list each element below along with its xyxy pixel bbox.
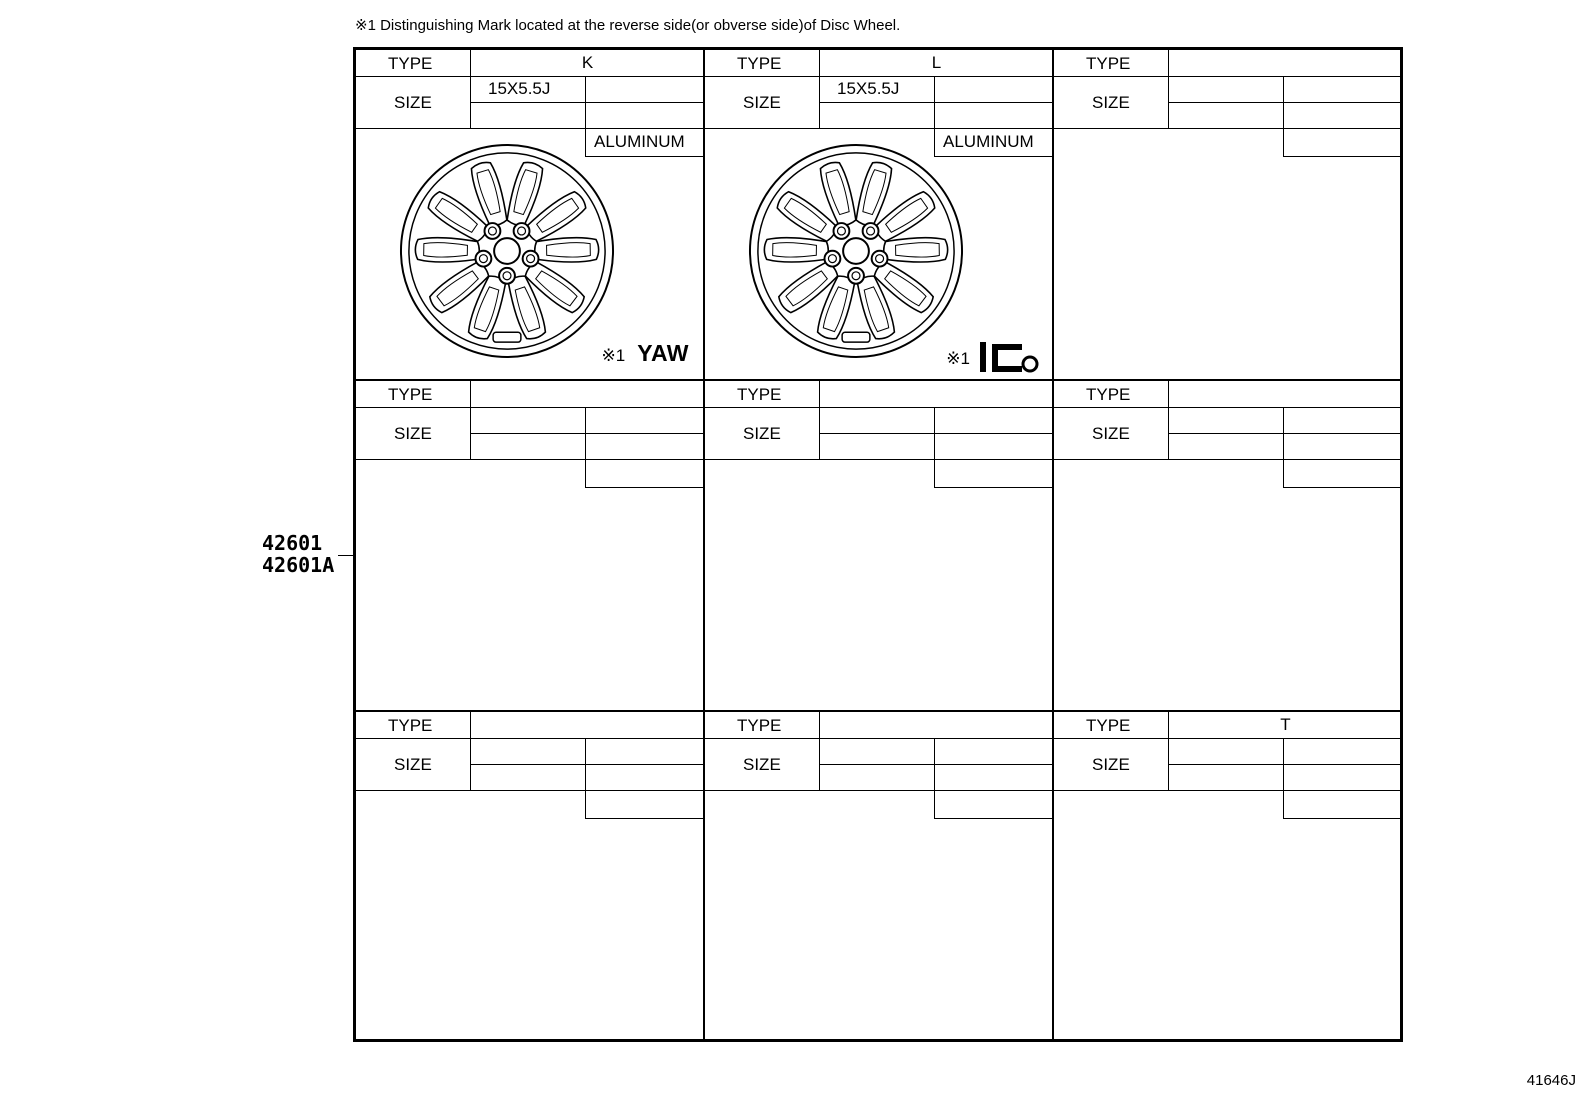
divider-line: [1054, 76, 1403, 77]
wheel-panel: [1053, 49, 1401, 380]
divider-line: [1054, 790, 1403, 791]
divider-line: [705, 738, 1054, 739]
divider-line: [585, 487, 705, 488]
divider-line: [705, 790, 1054, 791]
divider-line: [1168, 50, 1169, 128]
type-label: TYPE: [737, 54, 782, 73]
divider-line: [1283, 156, 1403, 157]
divider-line: [356, 407, 705, 408]
size-label: SIZE: [1092, 755, 1130, 774]
divider-line: [356, 76, 705, 77]
divider-line: [585, 818, 705, 819]
mark-prefix: ※1: [946, 348, 970, 368]
size-value: 15X5.5J: [837, 79, 900, 98]
material-value: ALUMINUM: [594, 132, 685, 151]
divider-line: [819, 381, 820, 459]
size-label: SIZE: [743, 755, 781, 774]
divider-line: [819, 102, 1054, 103]
part-number-leader-line: [338, 555, 353, 556]
divider-line: [1283, 818, 1403, 819]
divider-line: [1168, 764, 1403, 765]
type-label: TYPE: [1086, 716, 1131, 735]
divider-line: [1168, 102, 1403, 103]
size-label: SIZE: [394, 424, 432, 443]
divider-line: [705, 407, 1054, 408]
divider-line: [1168, 433, 1403, 434]
divider-line: [934, 738, 935, 818]
divider-line: [470, 102, 705, 103]
mark-prefix: ※1: [601, 346, 626, 365]
size-label: SIZE: [394, 755, 432, 774]
wheel-panel: [355, 49, 704, 380]
divider-line: [356, 790, 705, 791]
divider-line: [356, 738, 705, 739]
distinguishing-mark-note: ※1 Distinguishing Mark located at the reverse side(or obverse side)of Disc Wheel.: [355, 17, 901, 34]
distinguishing-mark: [602, 340, 689, 367]
divider-line: [1283, 407, 1284, 487]
size-label: SIZE: [743, 93, 781, 112]
wheel-illustration: [747, 142, 965, 365]
divider-line: [1283, 738, 1284, 818]
divider-line: [470, 764, 705, 765]
wheel-illustration: [398, 142, 616, 365]
divider-line: [356, 459, 705, 460]
divider-line: [934, 407, 935, 487]
wheel-panel: [355, 380, 704, 711]
divider-line: [1054, 128, 1403, 129]
divider-line: [705, 128, 1054, 129]
part-number-1: 42601: [262, 531, 323, 555]
divider-line: [1054, 407, 1403, 408]
divider-line: [470, 381, 471, 459]
size-value: 15X5.5J: [488, 79, 551, 98]
divider-line: [934, 818, 1054, 819]
divider-line: [819, 433, 1054, 434]
divider-line: [470, 433, 705, 434]
type-value: L: [931, 53, 942, 72]
wheel-type-grid: [353, 47, 1403, 1042]
size-label: SIZE: [743, 424, 781, 443]
part-number-2: 42601A: [262, 553, 335, 577]
divider-line: [705, 76, 1054, 77]
type-value: T: [1280, 715, 1291, 734]
divider-line: [1283, 76, 1284, 156]
wheel-panel: [704, 380, 1053, 711]
type-label: TYPE: [737, 716, 782, 735]
divider-line: [934, 487, 1054, 488]
type-label: TYPE: [388, 385, 433, 404]
figure-id: 41646J: [1526, 1072, 1576, 1089]
type-value: K: [581, 53, 594, 72]
divider-line: [1054, 738, 1403, 739]
type-label: TYPE: [1086, 385, 1131, 404]
size-label: SIZE: [1092, 424, 1130, 443]
wheel-panel: [704, 711, 1053, 1040]
wheel-panel: [355, 711, 704, 1040]
size-label: SIZE: [1092, 93, 1130, 112]
material-value: ALUMINUM: [943, 132, 1034, 151]
mark-text: YAW: [637, 340, 689, 366]
type-label: TYPE: [737, 385, 782, 404]
distinguishing-mark: [946, 340, 1040, 379]
size-label: SIZE: [394, 93, 432, 112]
divider-line: [1283, 487, 1403, 488]
divider-line: [819, 712, 820, 790]
mark-symbol: [978, 340, 1040, 379]
divider-line: [356, 128, 705, 129]
alloy-wheel-icon: [747, 142, 965, 360]
wheel-panel: [1053, 380, 1401, 711]
divider-line: [705, 459, 1054, 460]
type-label: TYPE: [388, 54, 433, 73]
divider-line: [585, 738, 586, 818]
alloy-wheel-icon: [398, 142, 616, 360]
wheel-panel: [704, 49, 1053, 380]
wheel-panel: [1053, 711, 1401, 1040]
divider-line: [585, 407, 586, 487]
divider-line: [1054, 459, 1403, 460]
keyhole-symbol-icon: [978, 340, 1040, 374]
divider-line: [1168, 381, 1169, 459]
divider-line: [470, 712, 471, 790]
type-label: TYPE: [1086, 54, 1131, 73]
part-number-label: [262, 532, 334, 576]
type-label: TYPE: [388, 716, 433, 735]
divider-line: [819, 764, 1054, 765]
